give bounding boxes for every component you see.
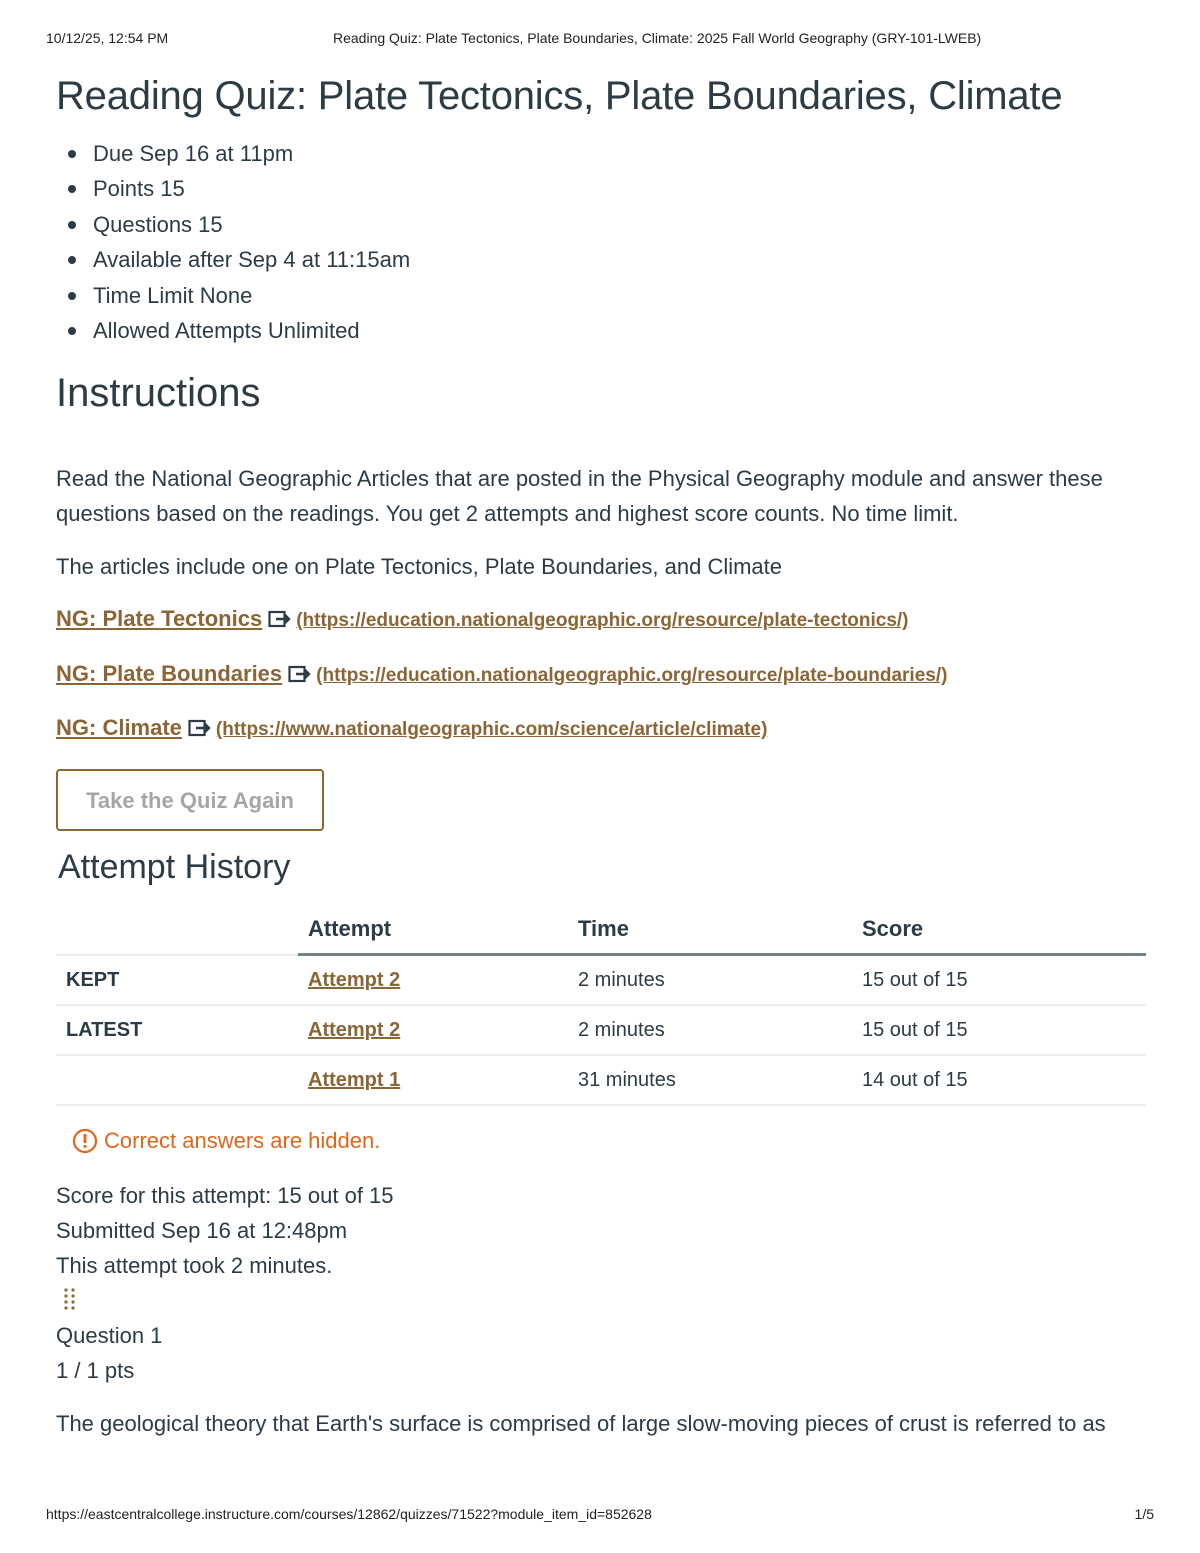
notice-text: Correct answers are hidden. — [104, 1128, 381, 1154]
column-header-time: Time — [568, 905, 852, 955]
column-header-attempt: Attempt — [298, 905, 568, 955]
print-url: https://eastcentralcollege.instructure.com/courses/12862/quizzes/71522?module_item_id=852628 — [46, 1506, 652, 1522]
attempt-time: 31 minutes — [568, 1055, 852, 1105]
external-link-icon — [288, 664, 312, 684]
print-footer — [46, 1506, 1154, 1526]
quiz-meta-list — [56, 136, 1146, 348]
instructions-paragraph: Read the National Geographic Articles that are posted in the Physical Geography module and answer these questions based on the readings. You get 2 attempts and highest score counts. No time limit. — [56, 466, 1103, 527]
meta-attempts: Allowed Attempts Unlimited — [93, 313, 1146, 348]
attempt-score: 15 out of 15 — [852, 1005, 1146, 1055]
article-link-plate-boundaries-line — [56, 659, 1146, 691]
table-header-blank — [56, 905, 298, 955]
table-row — [56, 955, 1146, 1006]
attempt-label — [56, 1055, 298, 1105]
attempt-score: 14 out of 15 — [852, 1055, 1146, 1105]
table-header-row — [56, 905, 1146, 955]
print-header — [46, 30, 1154, 50]
article-link-climate[interactable]: NG: Climate — [56, 715, 182, 741]
table-row — [56, 1005, 1146, 1055]
attempt-time: 2 minutes — [568, 1005, 852, 1055]
article-link-plate-tectonics-line — [56, 604, 1146, 636]
answers-hidden-notice — [72, 1126, 1146, 1156]
drag-handle-icon[interactable] — [60, 1287, 80, 1313]
attempt-link[interactable]: Attempt 2 — [308, 1018, 401, 1041]
attempt-history-table — [56, 905, 1146, 1106]
attempt-link[interactable]: Attempt 1 — [308, 1068, 401, 1091]
take-quiz-again-button[interactable]: Take the Quiz Again — [56, 769, 324, 831]
article-url-plate-tectonics[interactable]: (https://education.nationalgeographic.org/resource/plate-tectonics/) — [296, 610, 909, 632]
meta-time-limit: Time Limit None — [93, 278, 1146, 313]
instructions-heading: Instructions — [56, 371, 261, 416]
meta-points: Points 15 — [93, 171, 1146, 206]
instructions-articles-note: The articles include one on Plate Tectonics, Plate Boundaries, and Climate — [56, 554, 783, 580]
attempt-time: 2 minutes — [568, 955, 852, 1006]
external-link-icon — [188, 718, 212, 738]
article-link-climate-line — [56, 713, 1146, 745]
attempt-score: 15 out of 15 — [852, 955, 1146, 1006]
attempt-link[interactable]: Attempt 2 — [308, 968, 401, 991]
external-link-icon — [268, 609, 292, 629]
print-page-number: 1/5 — [1134, 1506, 1154, 1522]
attempt-submitted-text: Submitted Sep 16 at 12:48pm — [56, 1218, 348, 1244]
warning-icon — [72, 1128, 98, 1154]
article-link-plate-tectonics[interactable]: NG: Plate Tectonics — [56, 606, 263, 632]
attempt-summary — [56, 1178, 1146, 1283]
question-text: The geological theory that Earth's surface is comprised of large slow-moving pieces of crust is referred to as — [56, 1411, 1106, 1437]
attempt-label: LATEST — [56, 1005, 298, 1055]
print-datetime: 10/12/25, 12:54 PM — [46, 30, 169, 46]
article-url-plate-boundaries[interactable]: (https://education.nationalgeographic.org/resource/plate-boundaries/) — [316, 665, 948, 687]
attempt-label: KEPT — [56, 955, 298, 1006]
print-page-title: Reading Quiz: Plate Tectonics, Plate Boundaries, Climate: 2025 Fall World Geography (GRY-101-LWEB) — [333, 30, 982, 46]
attempt-score-text: Score for this attempt: 15 out of 15 — [56, 1183, 394, 1209]
question-points: 1 / 1 pts — [56, 1358, 135, 1384]
column-header-score: Score — [852, 905, 1146, 955]
meta-questions: Questions 15 — [93, 207, 1146, 242]
attempt-history-heading: Attempt History — [58, 848, 291, 887]
meta-available: Available after Sep 4 at 11:15am — [93, 242, 1146, 277]
attempt-duration-text: This attempt took 2 minutes. — [56, 1253, 333, 1279]
article-url-climate[interactable]: (https://www.nationalgeographic.com/science/article/climate) — [215, 719, 768, 741]
quiz-content — [56, 70, 1146, 1463]
article-link-plate-boundaries[interactable]: NG: Plate Boundaries — [56, 661, 283, 687]
question-number: Question 1 — [56, 1323, 163, 1349]
meta-due: Due Sep 16 at 11pm — [93, 136, 1146, 171]
table-row — [56, 1055, 1146, 1105]
page-title: Reading Quiz: Plate Tectonics, Plate Boundaries, Climate — [56, 74, 1063, 118]
